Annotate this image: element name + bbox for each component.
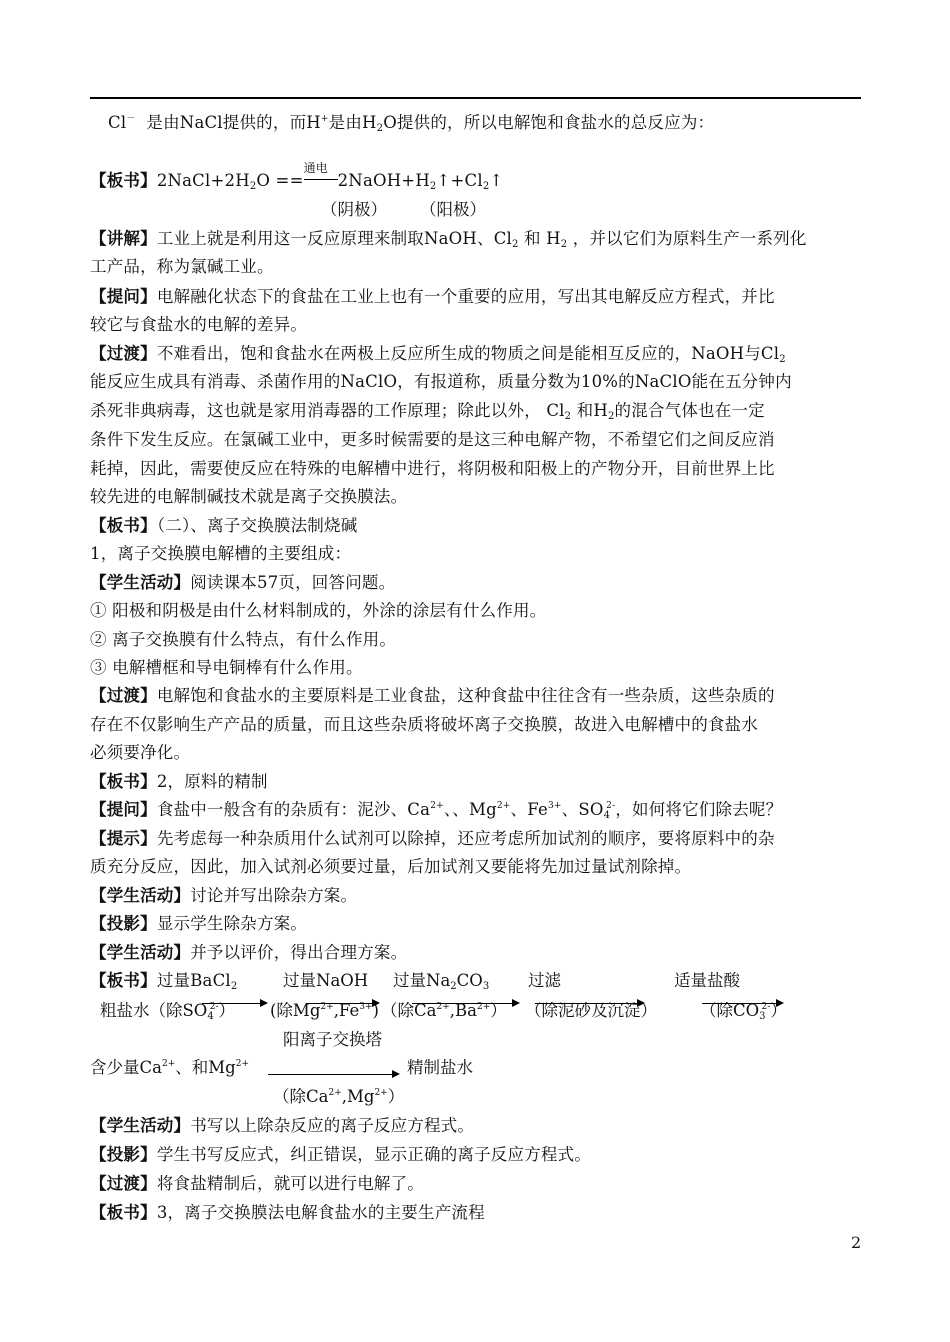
guodu1-line-5: 耗掉，因此，需要使反应在特殊的电解槽中进行，将阴极和阳极上的产物分开，目前世界上比 [90,459,775,478]
flow-arrow-5 [702,1003,782,1004]
banshu-section-2: 【板书】（二）、离子交换膜法制烧碱 [90,516,358,535]
question-2: ② 离子交换膜有什么特点，有什么作用。 [90,630,397,649]
flow-step-3: （除泥砂及沉淀） [525,1001,657,1020]
student-activity-3: 【学生活动】并予以评价，得出合理方案。 [90,943,408,962]
guodu1-line-6: 较先进的电解制碱技术就是离子交换膜法。 [90,487,408,506]
jiangjie-line-1: 【讲解】工业上就是利用这一反应原理来制取NaOH、$Cl_2$ 和 $H_2$ ，并以它们为原料生产一系列化 [90,229,807,250]
guodu2-line-2: 存在不仅影响生产产品的质量，而且这些杂质将破坏离子交换膜，故进入电解槽中的食盐水 [90,715,758,734]
equation-line: 【板书】$2NaCl+2H_2O$ == 通电 $2NaOH+H_2↑+Cl_2↑$ [90,161,504,192]
guodu3-line: 【过渡】将食盐精制后，就可以进行电解了。 [90,1174,425,1193]
anode-label: （阳极） [420,200,486,219]
question-3: ③ 电解槽框和导电铜棒有什么作用。 [90,658,363,677]
flow-tower-label: 阳离子交换塔 [283,1030,382,1049]
cathode-label: （阴极） [321,200,387,219]
flow-arrow-3 [412,1003,518,1004]
guodu2-line-3: 必须要净化。 [90,743,191,762]
flow-step-start: 粗盐水（除$SO_4^{2-}$） [100,1001,235,1022]
flow-reagent-hcl: 适量盐酸 [674,971,740,990]
tishi-line-2: 质充分反应，因此，加入试剂必须要过量，后加试剂又要能将先加过量试剂除掉。 [90,857,692,876]
guodu1-line-1: 【过渡】不难看出，饱和食盐水在两极上反应所生成的物质之间是能相互反应的，NaOH与$Cl_2$ [90,344,786,365]
text-line-cl-source: Cl－ 是由NaCl提供的，而H+是由$H_2O$提供的，所以电解饱和食盐水的总反应为： [108,113,715,134]
flow-row2-start: 含少量$Ca^{2+}$、和$Mg^{2+}$ [90,1058,249,1077]
projection-1: 【投影】显示学生除杂方案。 [90,914,308,933]
guodu1-line-3: 杀死非典病毒，这也就是家用消毒器的工作原理；除此以外， $Cl_2$ 和$H_2$的混合气体也在一定 [90,401,765,422]
guodu1-line-2: 能反应生成具有消毒、杀菌作用的NaClO，有报道称，质量分数为10%的NaClO能在五分钟内 [90,372,792,391]
question-1: ① 阳极和阴极是由什么材料制成的，外涂的涂层有什么作用。 [90,601,547,620]
equation-condition: 通电 [303,161,329,175]
flow-row2-end: 精制盐水 [407,1058,473,1077]
tiwen2-line: 【提问】食盐中一般含有的杂质有：泥沙、$Ca^{2+}$、、$Mg^{2+}$、$Fe^{3+}$、$SO_4^{2-}$，如何将它们除去呢？ [90,800,783,821]
flow-arrow-1 [202,1003,266,1004]
tiwen1-line-1: 【提问】电解融化状态下的食盐在工业上也有一个重要的应用，写出其电解反应方程式，并比 [90,287,775,306]
guodu2-line-1: 【过渡】电解饱和食盐水的主要原料是工业食盐，这种食盐中往往含有一些杂质，这些杂质的 [90,686,775,705]
jiangjie-line-2: 工产品，称为氯碱工业。 [90,257,274,276]
flow-arrow-2 [306,1003,378,1004]
flow-reagent-na2co3: 过量$Na_2CO_3$ [393,971,490,992]
flow-step-1: (除$Mg^{2+},Fe^{3+}$) [270,1001,379,1020]
header-rule [90,97,861,99]
flow-step-4: （除$CO_3^{2-}$） [700,1001,787,1022]
student-activity-1: 【学生活动】阅读课本57页，回答问题。 [90,573,396,592]
flow-reagent-naoh: 过量NaOH [283,971,369,990]
page-number: 2 [851,1233,862,1252]
tiwen1-line-2: 较它与食盐水的电解的差异。 [90,315,308,334]
guodu1-line-4: 条件下发生反应。在氯碱工业中，更多时候需要的是这三种电解产物，不希望它们之间反应消 [90,430,775,449]
flow-row2-note: （除$Ca^{2+},Mg^{2+}$） [273,1087,405,1106]
flow-reagent-filter: 过滤 [528,971,561,990]
flow-reagents-row: 【板书】过量BaCl$_2$ [90,971,238,992]
student-activity-4: 【学生活动】书写以上除杂反应的离子反应方程式。 [90,1116,475,1135]
banshu-section-4: 【板书】3，离子交换膜法电解食盐水的主要生产流程 [90,1203,485,1222]
item-1: 1，离子交换膜电解槽的主要组成： [90,544,352,563]
student-activity-2: 【学生活动】讨论并写出除杂方案。 [90,886,358,905]
projection-2: 【投影】学生书写反应式，纠正错误，显示正确的离子反应方程式。 [90,1145,592,1164]
flow-step-2: （除$Ca^{2+},Ba^{2+}$） [381,1001,507,1020]
flow-arrow-6 [268,1074,398,1075]
flow-arrow-4 [535,1003,643,1004]
banshu-section-3: 【板书】2，原料的精制 [90,772,268,791]
tishi-line-1: 【提示】先考虑每一种杂质用什么试剂可以除掉，还应考虑所加试剂的顺序，要将原料中的杂 [90,829,775,848]
